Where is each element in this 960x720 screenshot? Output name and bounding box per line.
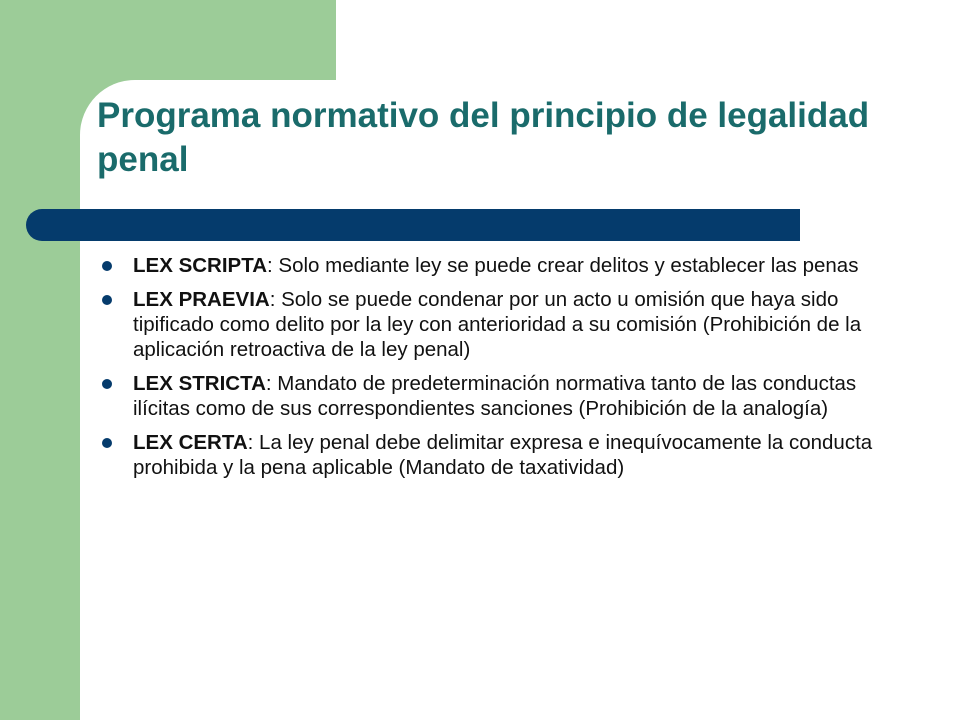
green-left-panel bbox=[0, 0, 80, 720]
bullet-item-lex-certa bbox=[100, 430, 890, 480]
bullet-term: LEX CERTA bbox=[133, 431, 248, 454]
bullet-text: : La ley penal debe delimitar expresa e inequívocamente la conducta prohibida y la pena aplicable (Mandato de taxatividad) bbox=[133, 431, 873, 479]
bullet-item-lex-stricta bbox=[100, 371, 890, 421]
bullet-dot-icon bbox=[102, 295, 112, 305]
bullet-list bbox=[100, 253, 890, 489]
bullet-term: LEX STRICTA bbox=[133, 372, 266, 395]
bullet-dot-icon bbox=[102, 438, 112, 448]
bullet-term: LEX SCRIPTA bbox=[133, 254, 268, 277]
bullet-text: : Mandato de predeterminación normativa tanto de las conductas ilícitas como de sus correspondientes sanciones (Prohibición de la analogía) bbox=[133, 372, 857, 420]
bullet-item-lex-scripta bbox=[100, 253, 890, 278]
bullet-term: LEX PRAEVIA bbox=[133, 288, 270, 311]
bullet-dot-icon bbox=[102, 261, 112, 271]
bullet-text: : Solo se puede condenar por un acto u omisión que haya sido tipificado como delito por la ley con anterioridad a su comisión (Prohibición de la aplicación retroactiva de la ley penal) bbox=[133, 288, 862, 361]
slide-title: Programa normativo del principio de legalidad penal bbox=[97, 96, 870, 179]
bullet-dot-icon bbox=[102, 379, 112, 389]
bullet-item-lex-praevia bbox=[100, 287, 890, 362]
title-divider-bar bbox=[26, 209, 800, 241]
bullet-text: : Solo mediante ley se puede crear delitos y establecer las penas bbox=[267, 254, 859, 277]
